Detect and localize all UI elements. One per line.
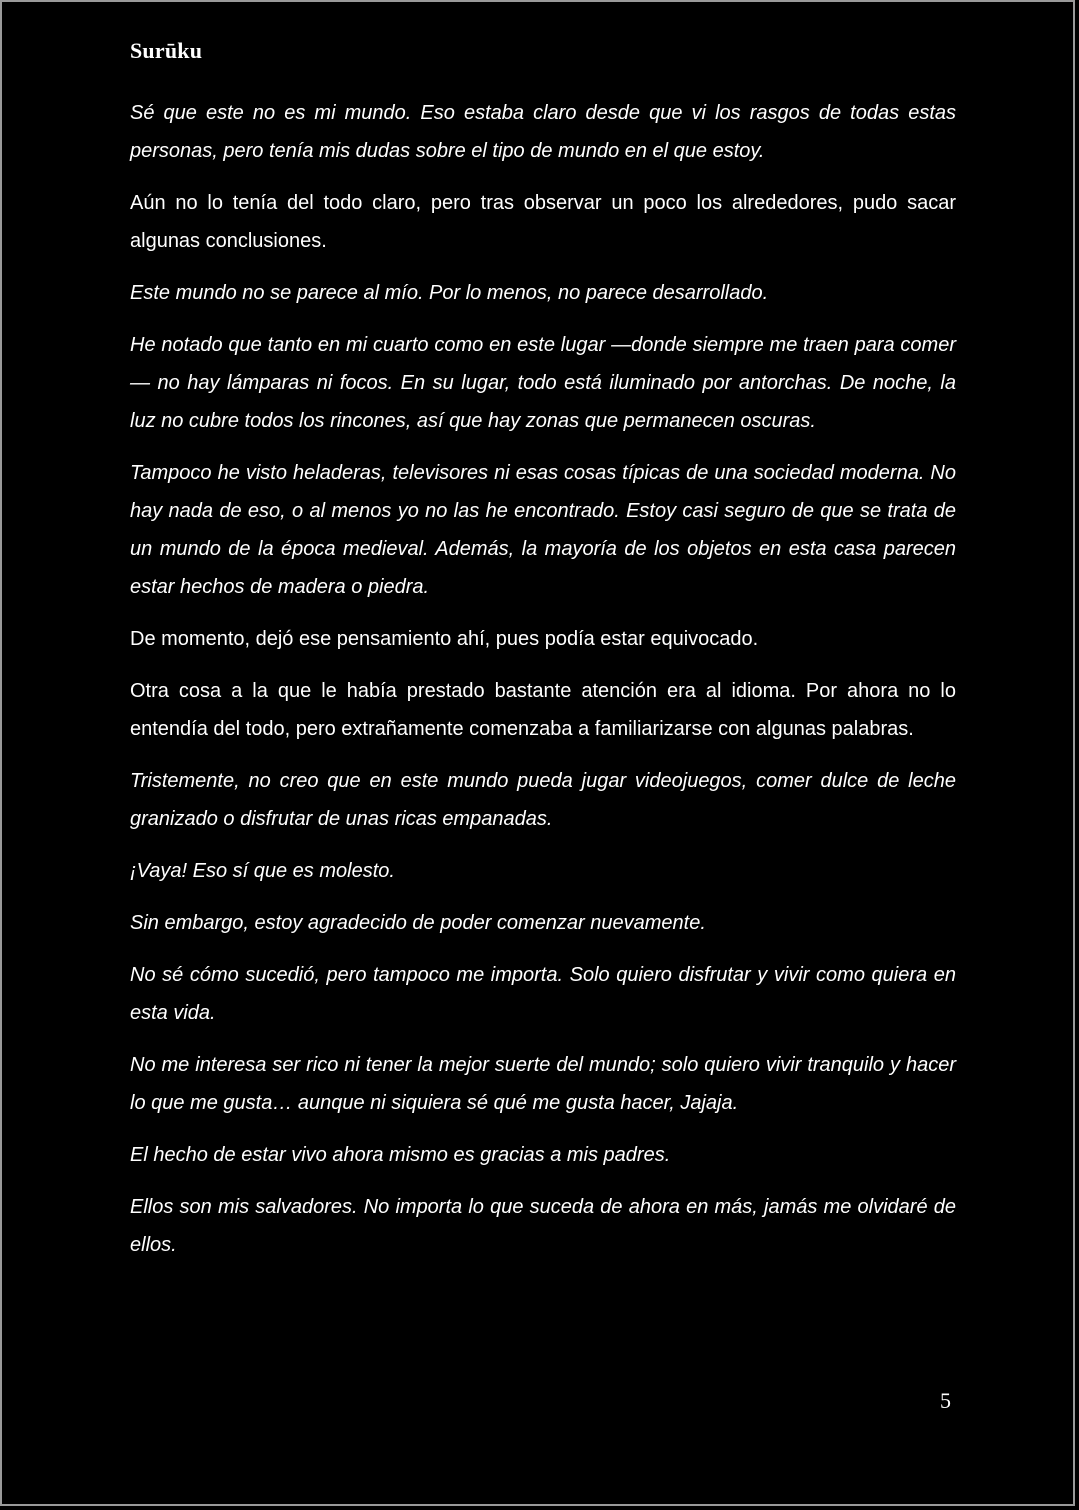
paragraph: Tampoco he visto heladeras, televisores ni esas cosas típicas de una sociedad moderna. No hay nada de eso, o al menos yo no las he encontrado. Estoy casi seguro de que se trata de un mundo de la época medieval. Además, la mayoría de los objetos en esta casa parecen estar hechos de madera o piedra. [130,462,956,598]
paragraph: No sé cómo sucedió, pero tampoco me importa. Solo quiero disfrutar y vivir como quiera en esta vida. [130,964,956,1024]
paragraph: Este mundo no se parece al mío. Por lo menos, no parece desarrollado. [130,282,769,304]
paragraph: Aún no lo tenía del todo claro, pero tras observar un poco los alrededores, pudo sacar algunas conclusiones. [130,192,956,252]
paragraph: De momento, dejó ese pensamiento ahí, pues podía estar equivocado. [130,628,759,650]
paragraph: He notado que tanto en mi cuarto como en este lugar —donde siempre me traen para comer— no hay lámparas ni focos. En su lugar, todo está iluminado por antorchas. De noche, la luz no cubre todos los rincones, así que hay zonas que permanecen oscuras. [130,334,956,432]
paragraph: Tristemente, no creo que en este mundo pueda jugar videojuegos, comer dulce de leche granizado o disfrutar de unas ricas empanadas. [130,770,956,830]
paragraph: No me interesa ser rico ni tener la mejor suerte del mundo; solo quiero vivir tranquilo y hacer lo que me gusta… aunque ni siquiera sé qué me gusta hacer, Jajaja. [130,1054,956,1114]
paragraph: Sin embargo, estoy agradecido de poder comenzar nuevamente. [130,912,706,934]
page-number: 5 [940,1388,951,1413]
paragraph: ¡Vaya! Eso sí que es molesto. [130,860,395,882]
body-text [130,94,956,1278]
header-title: Surūku [130,38,203,63]
paragraph: Sé que este no es mi mundo. Eso estaba claro desde que vi los rasgos de todas estas personas, pero tenía mis dudas sobre el tipo de mundo en el que estoy. [130,102,956,162]
paragraph: El hecho de estar vivo ahora mismo es gracias a mis padres. [130,1144,671,1166]
paragraph: Otra cosa a la que le había prestado bastante atención era al idioma. Por ahora no lo entendía del todo, pero extrañamente comenzaba a familiarizarse con algunas palabras. [130,680,956,740]
paragraph: Ellos son mis salvadores. No importa lo que suceda de ahora en más, jamás me olvidaré de ellos. [130,1196,956,1256]
